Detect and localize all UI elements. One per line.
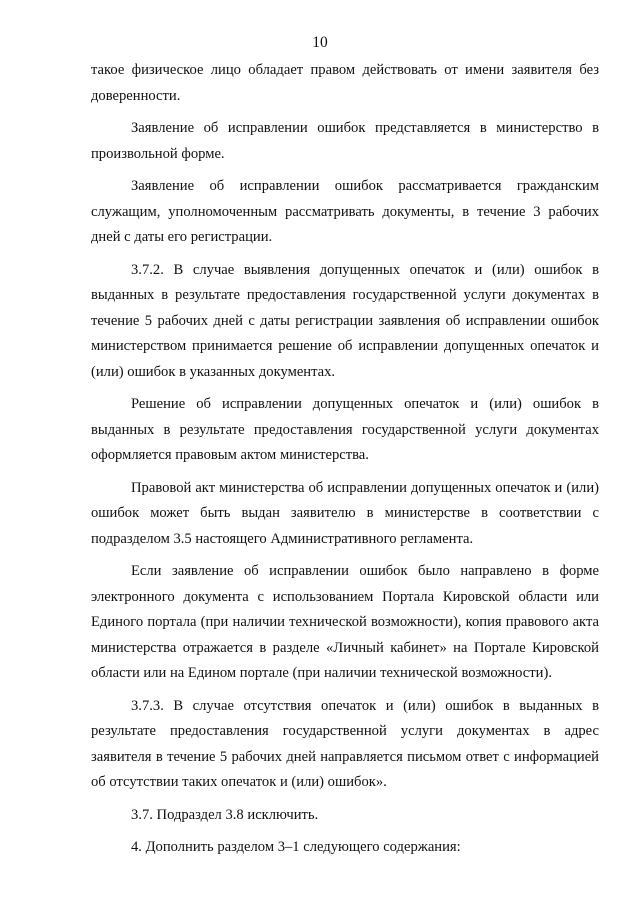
paragraph-continuation: такое физическое лицо обладает правом действовать от имени заявителя без доверенности. bbox=[91, 62, 599, 104]
paragraph: Заявление об исправлении ошибок представляется в министерство в произвольной форме. bbox=[91, 120, 599, 162]
paragraph: Решение об исправлении допущенных опечаток и (или) ошибок в выданных в результате предоставления государственной услуги документах оформляется правовым актом министерства. bbox=[91, 396, 599, 463]
paragraph: Заявление об исправлении ошибок рассматривается гражданским служащим, уполномоченным рассматривать документы, в течение 3 рабочих дней с даты его регистрации. bbox=[91, 178, 599, 245]
paragraph-clause-3-7-2: 3.7.2. В случае выявления допущенных опечаток и (или) ошибок в выданных в результате предоставления государственной услуги документах в течение 5 рабочих дней с даты регистрации заявления об исправлении ошибок министерством принимается решение об исправлении допущенных опечаток и (или) ошибок в указанных документах. bbox=[91, 261, 599, 380]
paragraph-amendment-4: 4. Дополнить разделом 3–1 следующего содержания: bbox=[131, 839, 461, 855]
document-body bbox=[91, 58, 599, 868]
paragraph-clause-3-7-3: 3.7.3. В случае отсутствия опечаток и (или) ошибок в выданных в результате предоставления государственной услуги документах в адрес заявителя в течение 5 рабочих дней направляется письмом ответ с информацией об отсутствии таких опечаток и (или) ошибок». bbox=[91, 697, 599, 790]
paragraph: Если заявление об исправлении ошибок было направлено в форме электронного документа с использованием Портала Кировской области или Единого портала (при наличии технической возможности), копия правового акта министерства отражается в разделе «Личный кабинет» на Портале Кировской области или на Едином портале (при наличии технической возможности). bbox=[91, 563, 599, 681]
paragraph: Правовой акт министерства об исправлении допущенных опечаток и (или) ошибок может быть выдан заявителю в министерстве в соответствии с подразделом 3.5 настоящего Административного регламента. bbox=[91, 479, 599, 547]
page-number: 10 bbox=[312, 34, 328, 51]
paragraph-amendment-3-7: 3.7. Подраздел 3.8 исключить. bbox=[131, 806, 319, 823]
